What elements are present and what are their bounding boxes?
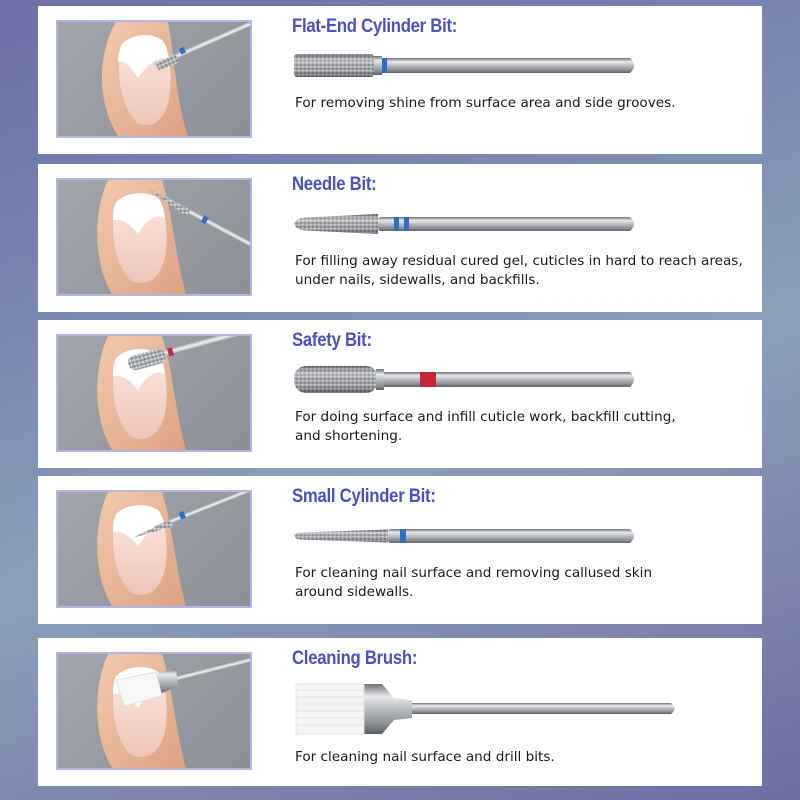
nail-with-small-cylinder-bit-photo xyxy=(56,490,252,608)
needle-bit-icon xyxy=(290,204,680,244)
nail-with-cleaning-brush-photo xyxy=(56,652,252,770)
bit-description: For cleaning nail surface and removing callused skin around sidewalls. xyxy=(295,565,653,600)
safety-bit-icon xyxy=(290,360,680,400)
flat-end-cylinder-bit-icon xyxy=(290,46,680,86)
bit-description: For doing surface and infill cuticle work, backfill cutting, and shortening. xyxy=(295,409,676,444)
bit-description: For removing shine from surface area and side grooves. xyxy=(295,95,676,111)
nail-with-needle-bit-photo xyxy=(56,178,252,296)
nail-with-safety-bit-photo xyxy=(56,334,252,452)
bit-title: Flat-End Cylinder Bit: xyxy=(292,16,458,37)
bit-title: Small Cylinder Bit: xyxy=(292,486,436,507)
bit-title: Cleaning Brush: xyxy=(292,648,418,669)
bit-description: For filling away residual cured gel, cuticles in hard to reach areas, under nails, sidewalls, and backfills. xyxy=(295,253,743,288)
bit-card-small-cylinder xyxy=(38,476,762,624)
nail-with-cylinder-bit-photo xyxy=(56,20,252,138)
bit-title: Needle Bit: xyxy=(292,174,377,195)
small-cylinder-bit-icon xyxy=(290,516,680,556)
bit-card-flat-end-cylinder xyxy=(38,6,762,154)
bit-card-safety xyxy=(38,320,762,468)
cleaning-brush-icon xyxy=(290,670,680,748)
bit-card-needle xyxy=(38,164,762,312)
bit-description: For cleaning nail surface and drill bits. xyxy=(295,749,555,765)
bit-title: Safety Bit: xyxy=(292,330,372,351)
bit-card-cleaning-brush xyxy=(38,638,762,786)
